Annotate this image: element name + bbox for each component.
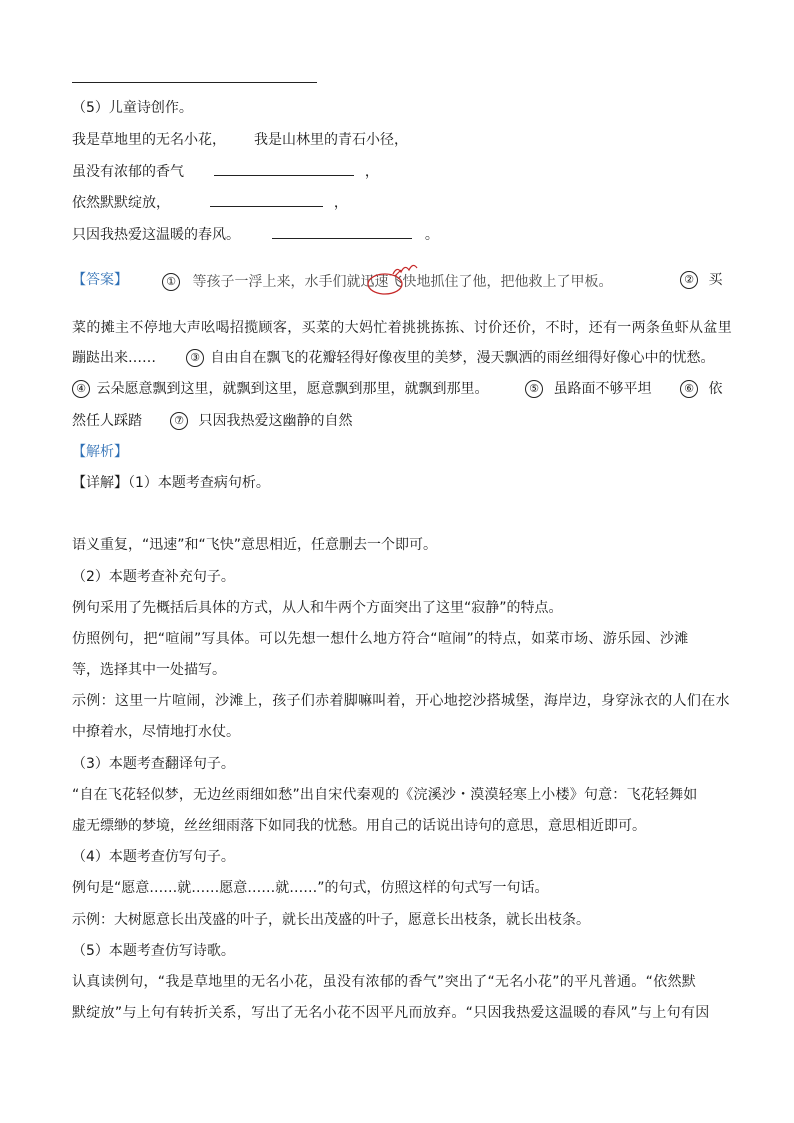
answer-5: ⑤ 虽路面不够平坦 — [525, 379, 651, 399]
answer-blank-2[interactable] — [210, 192, 323, 207]
analysis-p1: 语义重复，“迅速”和“飞快”意思相近，任意删去一个即可。 — [72, 537, 438, 553]
q5-title: （5）儿童诗创作。 — [72, 100, 193, 116]
analysis-p10: 示例：大树愿意长出茂盛的叶子，就长出茂盛的叶子，愿意长出枝条，就长出枝条。 — [72, 912, 590, 928]
answer-4: ④ 云朵愿意飘到这里，就飘到这里，愿意飘到那里，就飘到那里。 — [72, 379, 488, 399]
analysis-p11: （5）本题考查仿写诗歌。 — [72, 943, 235, 959]
poem-line-1b: 我是山林里的青石小径， — [254, 132, 408, 148]
answer-blank-1[interactable] — [214, 161, 354, 176]
analysis-p2: （2）本题考查补充句子。 — [72, 569, 235, 585]
answer-6-start: ⑥ 依 — [680, 379, 722, 399]
analysis-p5b: 中撩着水，尽情地打水仗。 — [72, 724, 240, 740]
poem-line-1a: 我是草地里的无名小花， — [72, 132, 226, 148]
analysis-p7a: “自在飞花轻似梦，无边丝雨细如愁”出自宋代秦观的《浣溪沙・漠漠轻寒上小楼》句意：飞花轻舞如 — [72, 787, 698, 803]
top-rule — [72, 82, 317, 83]
answer-1: ① 等孩子一浮上来，水手们就迅速飞快地抓住了他，把他救上了甲板。 — [162, 272, 612, 292]
analysis-p12b: 默绽放”与上句有转折关系，写出了无名小花不因平凡而放弃。“只因我热爱这温暖的春风”与上句有因 — [72, 1005, 710, 1021]
answer-2-end: 蹦跶出来…… — [72, 350, 156, 366]
answer-2-line: 菜的摊主不停地大声吆喝招揽顾客，买菜的大妈忙着挑挑拣拣、讨价还价，不时，还有一两条鱼虾从盆里 — [72, 320, 733, 336]
answer-blank-3[interactable] — [272, 224, 412, 239]
analysis-p3: 例句采用了先概括后具体的方式，从人和牛两个方面突出了这里“寂静”的特点。 — [72, 600, 563, 616]
poem-line-4: 只因我热爱这温暖的春风。 。 — [72, 224, 439, 245]
analysis-label: 【解析】 — [72, 444, 128, 460]
answer-6-end: 然任人踩踏 — [72, 413, 142, 429]
poem-line-2: 虽没有浓郁的香气 ， — [72, 161, 379, 182]
analysis-p4a: 仿照例句，把“喧闹”写具体。可以先想一想什么地方符合“喧闹”的特点，如菜市场、游乐园、沙滩 — [72, 631, 689, 647]
poem-line-1 — [72, 130, 408, 150]
analysis-p7b: 虚无缥缈的梦境，丝丝细雨落下如同我的忧愁。用自己的话说出诗句的意思，意思相近即可。 — [72, 818, 646, 834]
analysis-p8: （4）本题考查仿写句子。 — [72, 849, 235, 865]
analysis-p9: 例句是“愿意……就……愿意……就……”的句式，仿照这样的句式写一句话。 — [72, 880, 549, 896]
answer-label: 【答案】 — [72, 272, 128, 288]
answer-3: ③ 自由自在飘飞的花瓣轻得好像夜里的美梦，漫天飘洒的雨丝细得好像心中的忧愁。 — [186, 348, 714, 368]
poem-line-3: 依然默默绽放， ， — [72, 192, 348, 213]
analysis-p4b: 等，选择其中一处描写。 — [72, 662, 226, 678]
answer-7: ⑦ 只因我热爱这幽静的自然 — [170, 411, 352, 431]
handwritten-correction-mark — [365, 262, 421, 302]
analysis-detail-heading: 【详解】（1）本题考查病句析。 — [72, 475, 270, 491]
analysis-p5a: 示例：这里一片喧闹，沙滩上，孩子们赤着脚嘛叫着，开心地挖沙搭城堡，海岸边，身穿泳衣的人们在水 — [72, 693, 730, 709]
analysis-p6: （3）本题考查翻译句子。 — [72, 756, 235, 772]
answer-2-start: ② 买 — [680, 270, 722, 290]
analysis-p12a: 认真读例句，“我是草地里的无名小花，虽没有浓郁的香气”突出了“无名小花”的平凡普通。“依然默 — [72, 974, 697, 990]
